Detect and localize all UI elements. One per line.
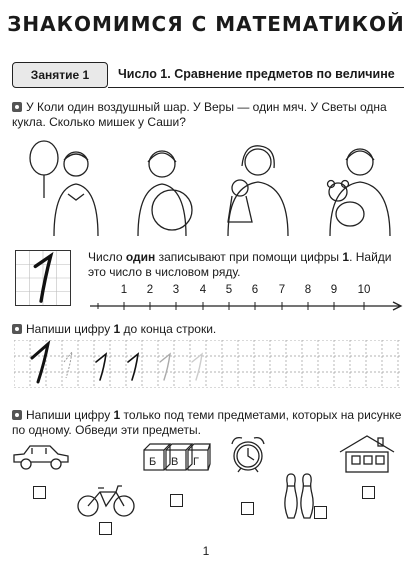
number-line-label: 6 — [251, 284, 259, 296]
number-line-label: 7 — [278, 284, 286, 296]
task-1-question: У Коли один воздушный шар. У Веры — один мяч. У Светы одна кукла. Сколько мишек у Саши? — [12, 100, 387, 129]
number-line — [88, 284, 404, 314]
lesson-header — [12, 62, 402, 88]
house-icon — [338, 434, 396, 474]
task-4-text: Напиши цифру 1 только под теми предметами, которых на рисунке по одному. Обведи эти предметы. — [12, 408, 402, 437]
letter-cubes-icon — [142, 436, 212, 472]
task-1-text — [12, 100, 404, 130]
page-title: ЗНАКОМИМСЯ С МАТЕМАТИКОЙ — [7, 12, 405, 36]
cube-letter: В — [171, 456, 179, 468]
answer-box-pins[interactable] — [314, 506, 327, 519]
number-line-label: 10 — [357, 284, 371, 296]
task-bullet-icon — [12, 324, 22, 334]
children-illustration — [14, 136, 398, 236]
writing-practice-grid[interactable] — [14, 340, 400, 388]
bowling-pins-icon — [282, 472, 316, 520]
number-line-label: 1 — [120, 284, 128, 296]
objects-area — [10, 434, 402, 542]
task-bullet-icon — [12, 410, 22, 420]
boy-with-balloon — [30, 141, 98, 236]
number-line-label: 3 — [172, 284, 180, 296]
number-line-label: 2 — [146, 284, 154, 296]
answer-box-car[interactable] — [33, 486, 46, 499]
lesson-badge: Занятие 1 — [12, 62, 108, 88]
alarm-clock-icon — [226, 434, 270, 476]
digit-one-sample — [15, 250, 71, 306]
cube-letter: Б — [149, 456, 157, 468]
task-2-text: Число один записывают при помощи цифры 1. Найди это число в числовом ряду. — [88, 250, 392, 279]
number-line-label: 5 — [225, 284, 233, 296]
lesson-title: Число 1. Сравнение предметов по величине — [118, 67, 395, 81]
task-bullet-icon — [12, 102, 22, 112]
lesson-underline — [108, 87, 404, 88]
girl-with-ball — [138, 151, 192, 236]
number-line-label: 9 — [330, 284, 338, 296]
answer-box-clock[interactable] — [241, 502, 254, 515]
task-3-text: Напиши цифру 1 до конца строки. — [12, 322, 404, 337]
answer-box-house[interactable] — [362, 486, 375, 499]
number-line-label: 4 — [199, 284, 207, 296]
woman-with-doll — [228, 146, 288, 236]
answer-box-bicycle[interactable] — [99, 522, 112, 535]
answer-box-cubes[interactable] — [170, 494, 183, 507]
bicycle-icon — [76, 482, 136, 518]
page-number: 1 — [202, 544, 210, 558]
cube-letter: Г — [193, 456, 199, 468]
number-line-label: 8 — [304, 284, 312, 296]
car-icon — [10, 442, 72, 472]
number-line-axis — [88, 298, 404, 312]
woman-with-teddy-bears — [328, 149, 391, 236]
